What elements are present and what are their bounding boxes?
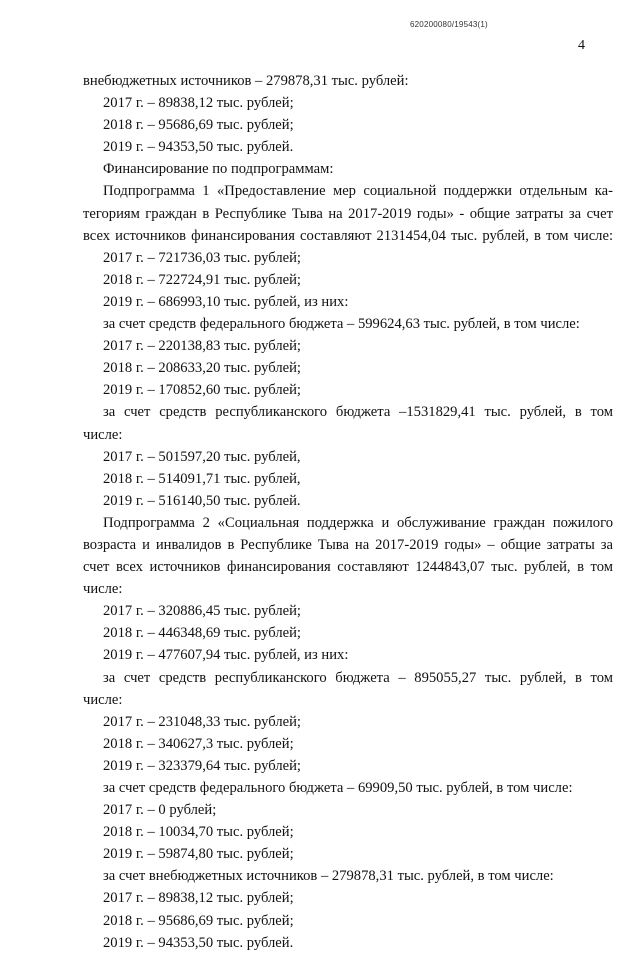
text-line: 2018 г. – 208633,20 тыс. рублей; bbox=[103, 360, 301, 377]
text-line: за счет внебюджетных источников – 279878,31 тыс. рублей, в том числе: bbox=[103, 868, 554, 885]
document-body bbox=[83, 70, 613, 954]
text-line: счет всех источников финансирования составляют 1244843,07 тыс. рублей, в том bbox=[83, 559, 613, 576]
text-line: внебюджетных источников – 279878,31 тыс. рублей: bbox=[83, 73, 409, 89]
text-line: числе: bbox=[83, 691, 123, 708]
text-line: 2018 г. – 340627,3 тыс. рублей; bbox=[103, 735, 294, 752]
text-line: тегориям граждан в Республике Тыва на 2017-2019 годы» - общие затраты за счет bbox=[83, 205, 613, 222]
text-line: за счет средств республиканского бюджета –1531829,41 тыс. рублей, в том bbox=[103, 404, 613, 421]
text-line: 2017 г. – 0 рублей; bbox=[103, 802, 217, 819]
document-id: 620200080/19543(1) bbox=[410, 20, 488, 29]
text-line: 2018 г. – 95686,69 тыс. рублей; bbox=[103, 117, 294, 134]
text-line: 2018 г. – 95686,69 тыс. рублей; bbox=[103, 912, 294, 929]
text-line: 2019 г. – 323379,64 тыс. рублей; bbox=[103, 757, 301, 774]
text-line: 2019 г. – 94353,50 тыс. рублей. bbox=[103, 139, 294, 156]
text-line: 2018 г. – 722724,91 тыс. рублей; bbox=[103, 271, 301, 288]
text-line: 2019 г. – 686993,10 тыс. рублей, из них: bbox=[103, 293, 349, 310]
text-line: Финансирование по подпрограммам: bbox=[103, 161, 334, 178]
text-line: возраста и инвалидов в Республике Тыва на 2017-2019 годы» – общие затраты за bbox=[83, 536, 613, 553]
page-number: 4 bbox=[578, 38, 585, 53]
text-line: 2019 г. – 94353,50 тыс. рублей. bbox=[103, 934, 294, 951]
text-line: 2017 г. – 721736,03 тыс. рублей; bbox=[103, 249, 301, 266]
text-line: 2017 г. – 501597,20 тыс. рублей, bbox=[103, 448, 301, 465]
text-line: 2019 г. – 477607,94 тыс. рублей, из них: bbox=[103, 647, 349, 664]
text-line: 2017 г. – 231048,33 тыс. рублей; bbox=[103, 713, 301, 730]
text-line: за счет средств федерального бюджета – 69909,50 тыс. рублей, в том числе: bbox=[103, 780, 573, 796]
text-line: за счет средств федерального бюджета – 599624,63 тыс. рублей, в том числе: bbox=[103, 316, 580, 333]
text-line: 2018 г. – 446348,69 тыс. рублей; bbox=[103, 625, 301, 642]
text-line: 2018 г. – 10034,70 тыс. рублей; bbox=[103, 824, 294, 841]
text-line: 2019 г. – 170852,60 тыс. рублей; bbox=[103, 382, 301, 399]
text-line: Подпрограмма 1 «Предоставление мер социальной поддержки отдельным ка- bbox=[103, 183, 613, 200]
text-line: всех источников финансирования составляют 2131454,04 тыс. рублей, в том числе: bbox=[83, 227, 613, 244]
text-line: 2018 г. – 514091,71 тыс. рублей, bbox=[103, 470, 301, 487]
text-line: Подпрограмма 2 «Социальная поддержка и обслуживание граждан пожилого bbox=[103, 514, 613, 531]
text-line: числе: bbox=[83, 426, 123, 443]
text-line: 2017 г. – 89838,12 тыс. рублей; bbox=[103, 95, 294, 112]
text-line: числе: bbox=[83, 581, 123, 598]
text-line: 2019 г. – 516140,50 тыс. рублей. bbox=[103, 492, 301, 509]
text-line: 2017 г. – 89838,12 тыс. рублей; bbox=[103, 890, 294, 907]
text-line: 2017 г. – 220138,83 тыс. рублей; bbox=[103, 338, 301, 355]
text-line: 2017 г. – 320886,45 тыс. рублей; bbox=[103, 603, 301, 620]
text-line: за счет средств республиканского бюджета – 895055,27 тыс. рублей, в том bbox=[103, 669, 613, 686]
text-line: 2019 г. – 59874,80 тыс. рублей; bbox=[103, 846, 294, 863]
